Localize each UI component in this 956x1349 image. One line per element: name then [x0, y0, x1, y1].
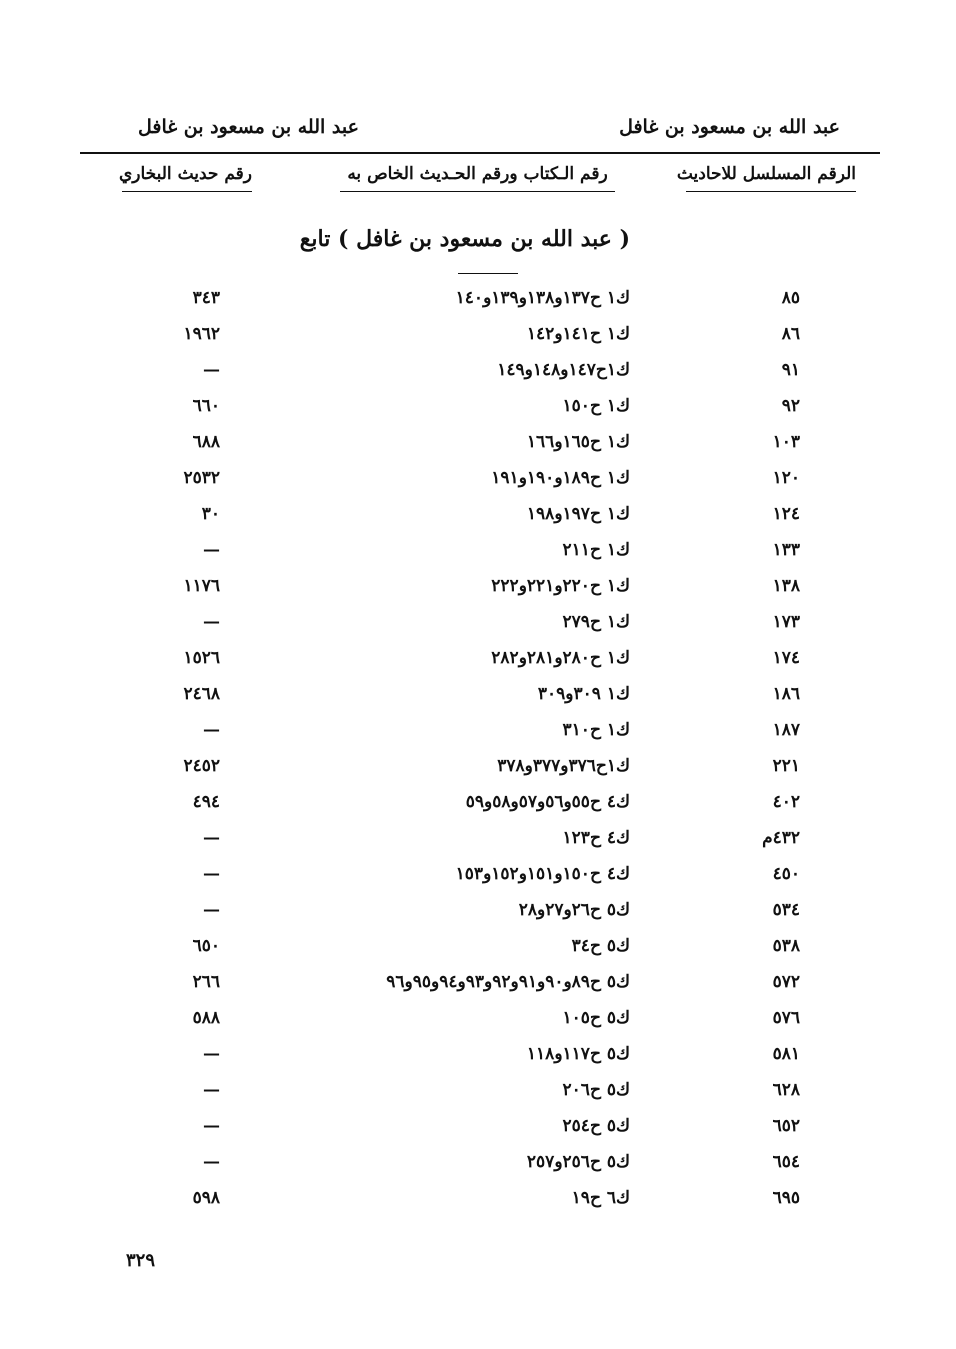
- serial-number-cell: ١٧٤: [772, 648, 800, 668]
- book-hadith-cell: ك١ ح١٨٩و١٩٠و١٩١: [491, 468, 630, 488]
- column-header-book-label: رقم الـكتاب ورقم الحـديث الخاص به: [347, 164, 608, 184]
- column-header-bukhari-label: رقم حديث البخاري: [118, 164, 252, 184]
- serial-number-cell: ٨٥: [781, 288, 800, 308]
- serial-number-cell: ٦٥٤: [772, 1152, 800, 1172]
- serial-number-cell: ١٠٣: [772, 432, 800, 452]
- bukhari-number-cell: ٦٦٠: [192, 396, 220, 416]
- serial-number-cell: ٥٨١: [772, 1044, 800, 1064]
- bukhari-number-cell: —: [203, 720, 220, 740]
- serial-number-cell: ٥٣٨: [772, 936, 800, 956]
- book-hadith-cell: ك١ ح١٣٧و١٣٨و١٣٩و١٤٠: [455, 288, 630, 308]
- serial-number-cell: ٢٢١: [772, 756, 800, 776]
- bukhari-number-cell: —: [203, 612, 220, 632]
- page-number: ٣٢٩: [126, 1250, 156, 1271]
- book-hadith-cell: ك١ ح١٦٥و١٦٦: [526, 432, 630, 452]
- column-header-bukhari: [118, 164, 252, 184]
- book-hadith-cell: ك٥ ح٢٠٦: [562, 1080, 630, 1100]
- bukhari-number-cell: —: [203, 1152, 220, 1172]
- table-row: [0, 500, 956, 536]
- bukhari-number-cell: ٢٤٥٢: [183, 756, 220, 776]
- serial-number-cell: ٦٢٨: [772, 1080, 800, 1100]
- book-hadith-cell: ك٥ ح٢٥٦و٢٥٧: [526, 1152, 630, 1172]
- column-header-serial-label: الرقم المسلسل للاحاديث: [676, 164, 856, 184]
- bukhari-number-cell: —: [203, 1080, 220, 1100]
- book-hadith-cell: ك٦ ح١٩: [571, 1188, 630, 1208]
- column-header-serial-underline: [686, 191, 856, 192]
- book-hadith-cell: ك١ ح١٩٧و١٩٨: [526, 504, 630, 524]
- serial-number-cell: ٤٠٢: [772, 792, 800, 812]
- table-row: [0, 752, 956, 788]
- table-row: [0, 788, 956, 824]
- serial-number-cell: ٦٩٥: [772, 1188, 800, 1208]
- book-hadith-cell: ك١ ح١٤١و١٤٢: [526, 324, 630, 344]
- book-hadith-cell: ك٤ ح١٥٠و١٥١و١٥٢و١٥٣: [455, 864, 630, 884]
- book-hadith-cell: ك١ ح٢٢٠و٢٢١و٢٢٢: [491, 576, 630, 596]
- table-row: [0, 968, 956, 1004]
- column-header-serial: [676, 164, 856, 184]
- running-head-left: عبد الله بن مسعود بن غافل: [138, 116, 359, 138]
- bukhari-number-cell: —: [203, 828, 220, 848]
- table-row: [0, 1040, 956, 1076]
- book-hadith-cell: ك١ ٣٠٩و٣٠٩: [537, 684, 630, 704]
- serial-number-cell: ٩١: [781, 360, 800, 380]
- bukhari-number-cell: ١٩٦٢: [183, 324, 220, 344]
- serial-number-cell: ١٨٦: [772, 684, 800, 704]
- section-title-rule: [458, 273, 518, 274]
- bukhari-number-cell: ٤٩٤: [192, 792, 220, 812]
- bukhari-number-cell: ٢٥٣٢: [183, 468, 220, 488]
- serial-number-cell: ٥٧٦: [772, 1008, 800, 1028]
- table-row: [0, 932, 956, 968]
- serial-number-cell: ٩٢: [781, 396, 800, 416]
- table-row: [0, 680, 956, 716]
- bukhari-number-cell: ٣٤٣: [192, 288, 220, 308]
- serial-number-cell: ١٢٤: [772, 504, 800, 524]
- table-row: [0, 284, 956, 320]
- bukhari-number-cell: ١٥٢٦: [183, 648, 220, 668]
- book-hadith-cell: ك١ح١٤٧و١٤٨و١٤٩: [497, 360, 630, 380]
- book-hadith-cell: ك٥ ح٢٥٤: [562, 1116, 630, 1136]
- table-row: [0, 644, 956, 680]
- book-hadith-cell: ك١ ح٢٨٠و٢٨١و٢٨٢: [491, 648, 630, 668]
- table-row: [0, 356, 956, 392]
- running-head-right: عبد الله بن مسعود بن غافل: [619, 116, 840, 138]
- serial-number-cell: ١٣٨: [772, 576, 800, 596]
- table-row: [0, 716, 956, 752]
- book-hadith-cell: ك٥ ح٨٩و٩٠و٩١و٩٢و٩٣و٩٤و٩٥و٩٦: [386, 972, 630, 992]
- serial-number-cell: ١٨٧: [772, 720, 800, 740]
- bukhari-number-cell: ٢٤٦٨: [183, 684, 220, 704]
- bukhari-number-cell: ٦٥٠: [192, 936, 220, 956]
- serial-number-cell: ٤٥٠: [772, 864, 800, 884]
- table-row: [0, 860, 956, 896]
- bukhari-number-cell: —: [203, 1044, 220, 1064]
- bukhari-number-cell: —: [203, 1116, 220, 1136]
- bukhari-number-cell: —: [203, 900, 220, 920]
- book-hadith-cell: ك٤ ح١٢٣: [562, 828, 630, 848]
- serial-number-cell: ٤٣٢م: [762, 828, 800, 848]
- bukhari-number-cell: ٦٨٨: [192, 432, 220, 452]
- bukhari-number-cell: —: [203, 540, 220, 560]
- table-row: [0, 1004, 956, 1040]
- book-hadith-cell: ك٤ ح٥٥و٥٦و٥٧و٥٨و٥٩: [465, 792, 630, 812]
- serial-number-cell: ١٢٠: [772, 468, 800, 488]
- table-row: [0, 1184, 956, 1220]
- bukhari-number-cell: ٢٦٦: [192, 972, 220, 992]
- column-header-bukhari-underline: [122, 191, 252, 192]
- table-row: [0, 1076, 956, 1112]
- serial-number-cell: ٥٧٢: [772, 972, 800, 992]
- table-row: [0, 1112, 956, 1148]
- serial-number-cell: ١٧٣: [772, 612, 800, 632]
- book-hadith-cell: ك٥ ح١١٧و١١٨: [526, 1044, 630, 1064]
- bukhari-number-cell: ١١٧٦: [183, 576, 220, 596]
- book-hadith-cell: ك١ ح٢١١: [562, 540, 630, 560]
- book-hadith-cell: ك٥ ح٢٦و٢٧و٢٨: [518, 900, 630, 920]
- serial-number-cell: ٥٣٤: [772, 900, 800, 920]
- section-title: ( عبد الله بن مسعود بن غافل ) تابع: [299, 226, 630, 252]
- table-row: [0, 536, 956, 572]
- serial-number-cell: ١٣٣: [772, 540, 800, 560]
- hadith-table: [0, 284, 956, 1220]
- column-header-book-underline: [340, 191, 615, 192]
- book-hadith-cell: ك١ ح١٥٠: [562, 396, 630, 416]
- table-row: [0, 392, 956, 428]
- table-row: [0, 428, 956, 464]
- table-row: [0, 608, 956, 644]
- book-hadith-cell: ك١ح٣٧٦و٣٧٧و٣٧٨: [497, 756, 630, 776]
- bukhari-number-cell: ٣٠: [201, 504, 220, 524]
- table-row: [0, 1148, 956, 1184]
- book-hadith-cell: ك٥ ح١٠٥: [562, 1008, 630, 1028]
- book-hadith-cell: ك٥ ح٣٤: [571, 936, 630, 956]
- book-hadith-cell: ك١ ح٢٧٩: [562, 612, 630, 632]
- table-row: [0, 320, 956, 356]
- table-row: [0, 572, 956, 608]
- serial-number-cell: ٨٦: [781, 324, 800, 344]
- bukhari-number-cell: —: [203, 864, 220, 884]
- table-row: [0, 896, 956, 932]
- serial-number-cell: ٦٥٢: [772, 1116, 800, 1136]
- bukhari-number-cell: ٥٩٨: [192, 1188, 220, 1208]
- bukhari-number-cell: —: [203, 360, 220, 380]
- bukhari-number-cell: ٥٨٨: [192, 1008, 220, 1028]
- book-hadith-cell: ك١ ح٣١٠: [562, 720, 630, 740]
- table-row: [0, 464, 956, 500]
- column-header-book: [340, 164, 615, 184]
- header-rule: [80, 152, 880, 154]
- table-row: [0, 824, 956, 860]
